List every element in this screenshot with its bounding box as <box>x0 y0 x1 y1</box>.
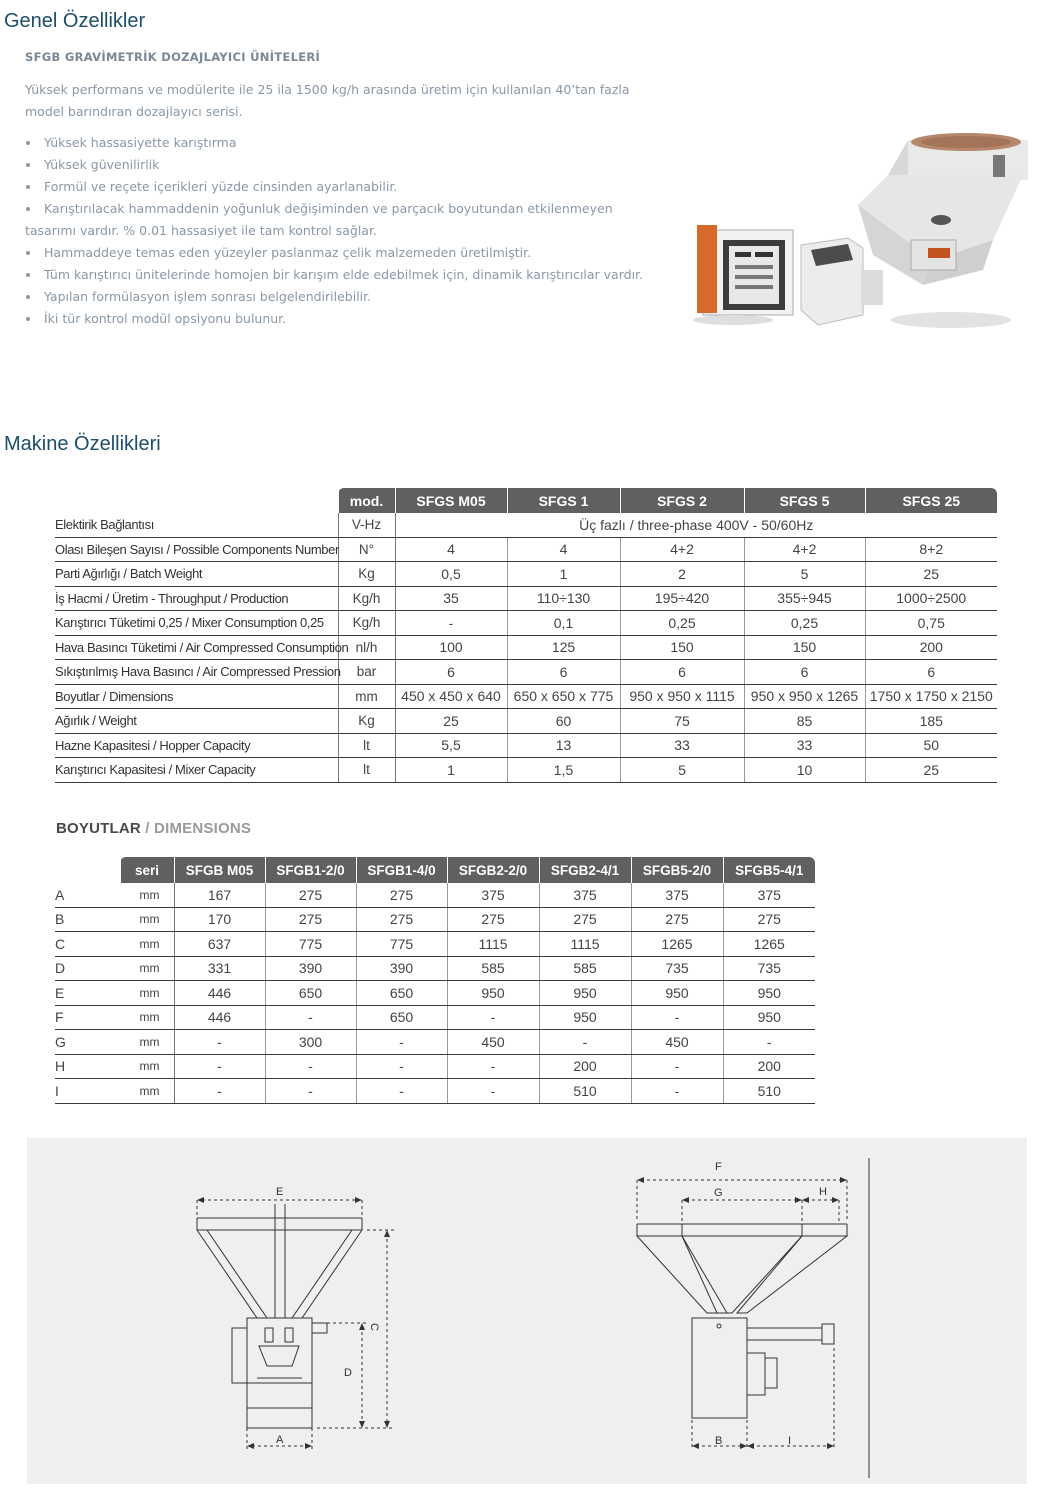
row-unit: V-Hz <box>338 513 395 537</box>
table-row <box>55 956 815 981</box>
table-cell: 775 <box>356 932 447 957</box>
row-unit: mm <box>120 932 174 957</box>
table-cell: 1 <box>507 562 620 587</box>
table-cell: 8+2 <box>865 537 997 562</box>
table-row <box>55 537 997 562</box>
dimensions-title <box>56 820 251 837</box>
table-cell: 60 <box>507 709 620 734</box>
table-cell: 2 <box>620 562 744 587</box>
table-cell: 275 <box>631 907 723 932</box>
table-cell: 0,25 <box>620 611 744 636</box>
feature-list <box>25 132 665 330</box>
table-cell: 6 <box>395 660 507 685</box>
product-title: SFGB GRAVİMETRİK DOZAJLAYICI ÜNİTELERİ <box>25 50 321 64</box>
dim-header: SFGB2-4/1 <box>539 857 631 883</box>
table-cell: 35 <box>395 586 507 611</box>
table-cell: 50 <box>865 733 997 758</box>
table-cell: 125 <box>507 635 620 660</box>
table-cell: 5,5 <box>395 733 507 758</box>
row-unit: mm <box>120 956 174 981</box>
row-label: Hava Basıncı Tüketimi / Air Compressed Consumption <box>55 635 338 660</box>
table-cell: 446 <box>174 1005 265 1030</box>
table-cell: 375 <box>723 883 815 907</box>
table-row <box>55 981 815 1006</box>
row-unit: mm <box>120 981 174 1006</box>
table-cell: - <box>356 1079 447 1104</box>
table-cell: 170 <box>174 907 265 932</box>
feature-item: Yapılan formülasyon işlem sonrası belgelendirilebilir. <box>25 286 665 308</box>
table-cell: 275 <box>539 907 631 932</box>
feature-item: Hammaddeye temas eden yüzeyler paslanmaz çelik malzemeden üretilmiştir. <box>25 242 665 264</box>
table-cell: 275 <box>447 907 539 932</box>
table-cell: 950 <box>447 981 539 1006</box>
row-label: C <box>55 932 120 957</box>
table-cell: 950 <box>723 1005 815 1030</box>
table-row <box>55 883 815 907</box>
table-cell: 446 <box>174 981 265 1006</box>
table-cell: 200 <box>539 1054 631 1079</box>
table-cell: 1750 x 1750 x 2150 <box>865 684 997 709</box>
front-view-dims <box>197 1200 395 1450</box>
side-view-dims <box>637 1180 847 1450</box>
table-cell: 275 <box>265 907 356 932</box>
table-cell: 1265 <box>631 932 723 957</box>
table-cell: 650 <box>265 981 356 1006</box>
feature-item: Karıştırılacak hammaddenin yoğunluk değişiminden ve parçacık boyutundan etkilenmeyen tasarımı vardır. % 0.01 hassasiyet ile tam kontrol sağlar. <box>25 198 665 242</box>
table-row <box>55 562 997 587</box>
feeder-illustration <box>801 238 883 325</box>
table-cell: 950 <box>631 981 723 1006</box>
row-unit: mm <box>120 1054 174 1079</box>
table-cell: - <box>447 1005 539 1030</box>
table-cell: - <box>265 1079 356 1104</box>
table-cell: 4+2 <box>620 537 744 562</box>
row-label: Parti Ağırlığı / Batch Weight <box>55 562 338 587</box>
table-cell: 200 <box>865 635 997 660</box>
feature-item: Yüksek güvenilirlik <box>25 154 665 176</box>
table-cell: 275 <box>356 883 447 907</box>
spec-header: SFGS 1 <box>507 488 620 513</box>
row-unit: mm <box>338 684 395 709</box>
dim-label-c: C <box>368 1323 380 1331</box>
table-cell: 185 <box>865 709 997 734</box>
table-cell: 650 x 650 x 775 <box>507 684 620 709</box>
table-cell: 275 <box>723 907 815 932</box>
table-cell: 650 <box>356 1005 447 1030</box>
dim-header: SFGB1-4/0 <box>356 857 447 883</box>
dim-header: SFGB5-4/1 <box>723 857 815 883</box>
table-cell: 1115 <box>447 932 539 957</box>
table-cell: 450 <box>447 1030 539 1055</box>
dim-label-e: E <box>276 1186 284 1198</box>
dim-label-d: D <box>344 1367 352 1379</box>
table-cell: 150 <box>620 635 744 660</box>
table-cell: 33 <box>620 733 744 758</box>
table-cell: - <box>723 1030 815 1055</box>
table-cell: 5 <box>620 758 744 783</box>
table-row <box>55 758 997 783</box>
dimensions-title-sub: DIMENSIONS <box>154 820 252 837</box>
table-cell: - <box>447 1054 539 1079</box>
table-cell: 950 <box>723 981 815 1006</box>
table-cell: - <box>631 1079 723 1104</box>
row-label: G <box>55 1030 120 1055</box>
feature-item: Formül ve reçete içerikleri yüzde cinsinden ayarlanabilir. <box>25 176 665 198</box>
row-label: Karıştırıcı Kapasitesi / Mixer Capacity <box>55 758 338 783</box>
table-cell: 375 <box>539 883 631 907</box>
row-label: E <box>55 981 120 1006</box>
table-row <box>55 907 815 932</box>
dim-label-f: F <box>715 1161 722 1173</box>
row-label: Elektirik Bağlantısı <box>55 513 338 537</box>
table-cell: 390 <box>356 956 447 981</box>
dimensions-title-sep: / <box>140 820 155 837</box>
table-cell: - <box>174 1079 265 1104</box>
row-unit: Kg/h <box>338 611 395 636</box>
table-cell: 375 <box>447 883 539 907</box>
table-cell: - <box>356 1054 447 1079</box>
spec-header: SFGS 25 <box>865 488 997 513</box>
table-cell: 450 x 450 x 640 <box>395 684 507 709</box>
table-cell: 33 <box>744 733 865 758</box>
table-cell: 950 <box>539 1005 631 1030</box>
table-cell: - <box>631 1054 723 1079</box>
table-cell: 1265 <box>723 932 815 957</box>
table-cell: - <box>265 1005 356 1030</box>
dim-label-a: A <box>276 1434 284 1446</box>
table-cell: 85 <box>744 709 865 734</box>
row-unit: lt <box>338 758 395 783</box>
row-label: D <box>55 956 120 981</box>
row-label: H <box>55 1054 120 1079</box>
table-cell: 4+2 <box>744 537 865 562</box>
table-cell: 25 <box>865 562 997 587</box>
table-cell: 75 <box>620 709 744 734</box>
row-label: İş Hacmi / Üretim - Throughput / Production <box>55 586 338 611</box>
row-unit: mm <box>120 883 174 907</box>
table-cell: 275 <box>265 883 356 907</box>
table-row <box>55 513 997 537</box>
table-cell: - <box>174 1054 265 1079</box>
table-row <box>55 1030 815 1055</box>
row-unit: Kg <box>338 709 395 734</box>
table-cell: 6 <box>865 660 997 685</box>
table-row <box>55 932 815 957</box>
row-label: Hazne Kapasitesi / Hopper Capacity <box>55 733 338 758</box>
table-cell: 735 <box>723 956 815 981</box>
row-label: Ağırlık / Weight <box>55 709 338 734</box>
table-cell: 10 <box>744 758 865 783</box>
table-row <box>55 635 997 660</box>
table-cell: 331 <box>174 956 265 981</box>
feature-item: Yüksek hassasiyette karıştırma <box>25 132 665 154</box>
technical-drawing <box>27 1138 1027 1484</box>
table-cell: 0,25 <box>744 611 865 636</box>
table-cell: 200 <box>723 1054 815 1079</box>
table-row <box>55 733 997 758</box>
table-row <box>55 660 997 685</box>
hopper-illustration <box>858 133 1028 328</box>
table-cell: 585 <box>539 956 631 981</box>
dim-header: SFGB1-2/0 <box>265 857 356 883</box>
table-row <box>55 1054 815 1079</box>
table-row <box>55 1079 815 1104</box>
table-cell: 25 <box>395 709 507 734</box>
table-cell: 0,1 <box>507 611 620 636</box>
row-unit: mm <box>120 1079 174 1104</box>
table-cell: 390 <box>265 956 356 981</box>
dim-header-seri: seri <box>120 857 174 883</box>
table-cell: 950 <box>539 981 631 1006</box>
table-row <box>55 1005 815 1030</box>
table-cell: 275 <box>356 907 447 932</box>
side-view-drawing <box>637 1224 847 1418</box>
electric-value: Üç fazlı / three-phase 400V - 50/60Hz <box>395 513 997 537</box>
row-label: Sıkıştırılmış Hava Basıncı / Air Compressed Pression <box>55 660 338 685</box>
table-cell: 4 <box>395 537 507 562</box>
table-cell: 6 <box>507 660 620 685</box>
dim-label-b: B <box>715 1435 723 1447</box>
row-label: I <box>55 1079 120 1104</box>
row-unit: bar <box>338 660 395 685</box>
table-cell: 6 <box>620 660 744 685</box>
front-view-drawing <box>197 1204 362 1428</box>
section-title-general: Genel Özellikler <box>4 10 146 32</box>
table-cell: 300 <box>265 1030 356 1055</box>
row-unit: lt <box>338 733 395 758</box>
table-cell: 1000÷2500 <box>865 586 997 611</box>
section-title-machine: Makine Özellikleri <box>4 433 161 455</box>
table-cell: 1,5 <box>507 758 620 783</box>
spec-header: SFGS 2 <box>620 488 744 513</box>
row-label: F <box>55 1005 120 1030</box>
dim-label-i: I <box>788 1435 792 1447</box>
table-cell: 6 <box>744 660 865 685</box>
dim-label-h: H <box>819 1186 827 1198</box>
row-unit: mm <box>120 1005 174 1030</box>
table-row <box>55 684 997 709</box>
row-label: B <box>55 907 120 932</box>
table-cell: 150 <box>744 635 865 660</box>
row-label: Boyutlar / Dimensions <box>55 684 338 709</box>
row-unit: Kg <box>338 562 395 587</box>
row-unit: N° <box>338 537 395 562</box>
row-label: Olası Bileşen Sayısı / Possible Components Number <box>55 537 338 562</box>
row-label: Karıştırıcı Tüketimi 0,25 / Mixer Consumption 0,25 <box>55 611 338 636</box>
table-cell: 0,5 <box>395 562 507 587</box>
table-cell: 13 <box>507 733 620 758</box>
table-cell: 775 <box>265 932 356 957</box>
table-cell: 585 <box>447 956 539 981</box>
table-cell: 375 <box>631 883 723 907</box>
table-cell: 450 <box>631 1030 723 1055</box>
table-cell: 25 <box>865 758 997 783</box>
table-cell: - <box>447 1079 539 1104</box>
row-unit: mm <box>120 907 174 932</box>
row-unit: mm <box>120 1030 174 1055</box>
table-cell: 355÷945 <box>744 586 865 611</box>
feature-item: İki tür kontrol modül opsiyonu bulunur. <box>25 308 665 330</box>
table-cell: 100 <box>395 635 507 660</box>
table-cell: 1 <box>395 758 507 783</box>
table-cell: - <box>265 1054 356 1079</box>
table-cell: 1115 <box>539 932 631 957</box>
table-cell: - <box>174 1030 265 1055</box>
table-cell: 167 <box>174 883 265 907</box>
row-unit: Kg/h <box>338 586 395 611</box>
product-photo <box>683 120 1038 345</box>
table-cell: 4 <box>507 537 620 562</box>
control-box-illustration <box>693 225 793 325</box>
row-unit: nl/h <box>338 635 395 660</box>
table-cell: - <box>356 1030 447 1055</box>
dimensions-table <box>55 857 815 1104</box>
table-cell: 110÷130 <box>507 586 620 611</box>
table-cell: 950 x 950 x 1115 <box>620 684 744 709</box>
table-row <box>55 586 997 611</box>
table-cell: 650 <box>356 981 447 1006</box>
table-row <box>55 709 997 734</box>
spec-header-mod: mod. <box>338 488 395 513</box>
table-cell: 510 <box>723 1079 815 1104</box>
dim-header: SFGB5-2/0 <box>631 857 723 883</box>
dim-header: SFGB2-2/0 <box>447 857 539 883</box>
table-row <box>55 611 997 636</box>
spec-header: SFGS M05 <box>395 488 507 513</box>
dim-header: SFGB M05 <box>174 857 265 883</box>
table-cell: 0,75 <box>865 611 997 636</box>
table-cell: 195÷420 <box>620 586 744 611</box>
table-cell: 735 <box>631 956 723 981</box>
table-cell: - <box>539 1030 631 1055</box>
spec-header: SFGS 5 <box>744 488 865 513</box>
dim-label-g: G <box>714 1187 723 1199</box>
feature-item: Tüm karıştırıcı ünitelerinde homojen bir karışım elde edebilmek için, dinamik karıştırıcılar vardır. <box>25 264 665 286</box>
dimensions-title-main: BOYUTLAR <box>56 820 141 837</box>
table-cell: 5 <box>744 562 865 587</box>
table-cell: - <box>395 611 507 636</box>
row-label: A <box>55 883 120 907</box>
intro-paragraph: Yüksek performans ve modülerite ile 25 ila 1500 kg/h arasında üretim için kullanılan 40’tan fazla model barındıran dozajlayıcı serisi. <box>25 82 630 119</box>
table-cell: 637 <box>174 932 265 957</box>
spec-table <box>55 488 997 783</box>
table-cell: 510 <box>539 1079 631 1104</box>
table-cell: - <box>631 1005 723 1030</box>
table-cell: 950 x 950 x 1265 <box>744 684 865 709</box>
